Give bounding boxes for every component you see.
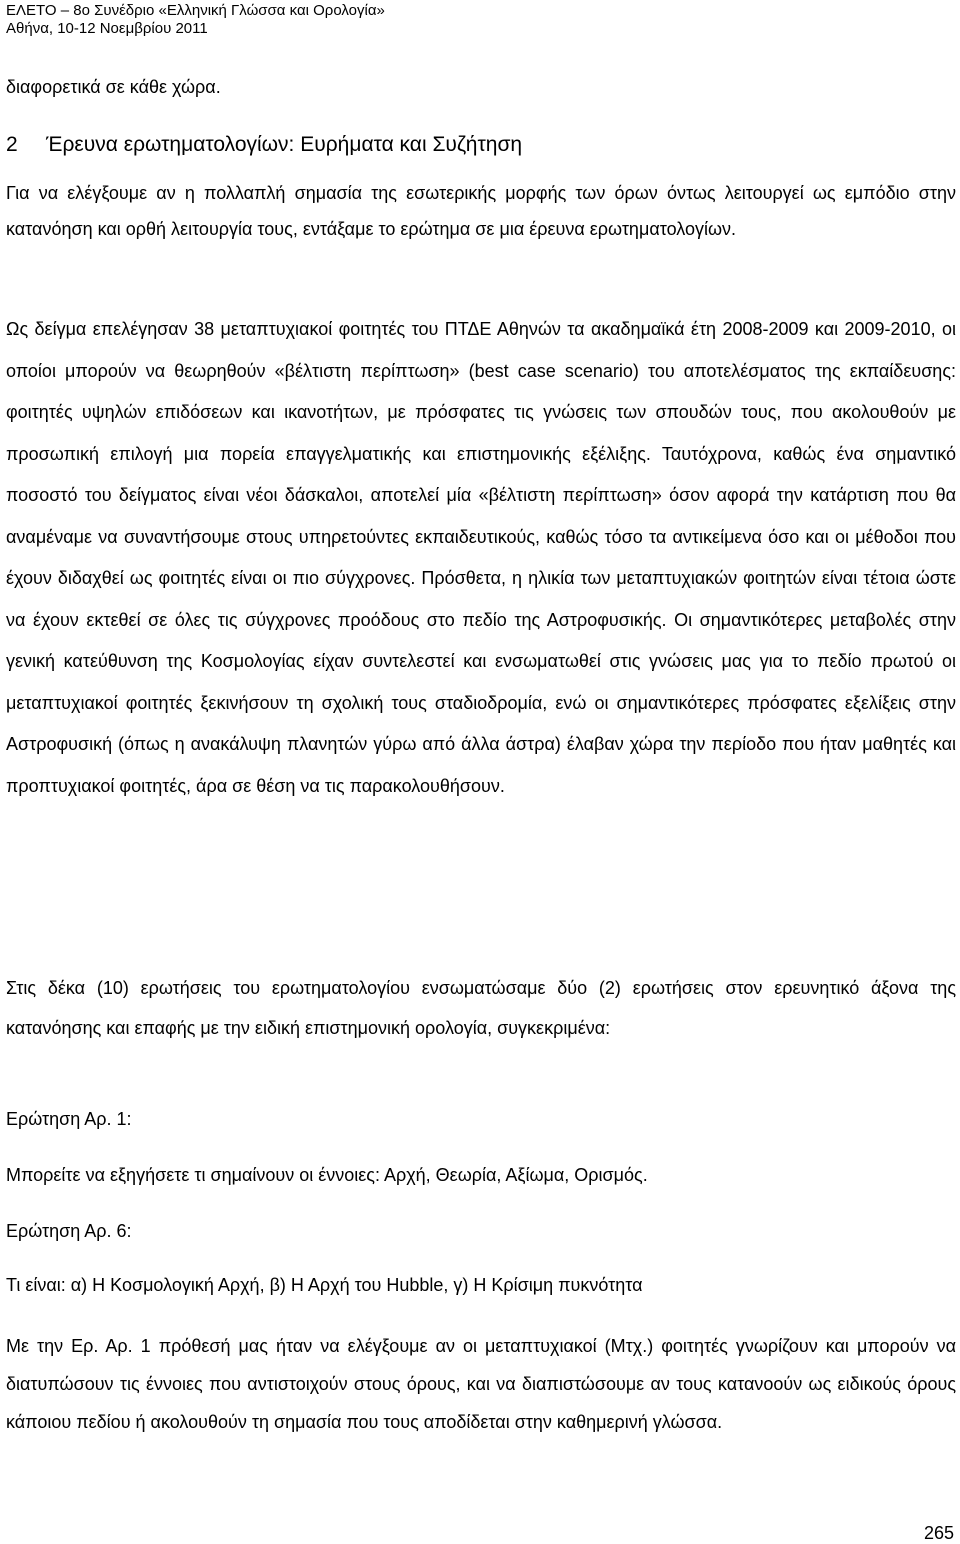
question-1-label: Ερώτηση Αρ. 1: xyxy=(6,1109,132,1129)
paragraph-sample: Ως δείγμα επελέγησαν 38 μεταπτυχιακοί φοιτητές του ΠΤΔΕ Αθηνών τα ακαδημαϊκά έτη 2008-2009 και 2009-2010, οι οποίοι μπορούν να θεωρηθούν «βέλτιστη περίπτωση» (best case scenario) του αποτελέσματος της εκπαίδευσης: φοιτητές υψηλών επιδόσεων και ικανοτήτων, με πρόσφατες τις γνώσεις των σπουδών τους, που ακολουθούν με προσωπική επιλογή μια πορεία επαγγελματικής και επιστημονικής εξέλιξης. Ταυτόχρονα, καθώς ένα σημαντικό ποσοστό του δείγματος είναι νέοι δάσκαλοι, αποτελεί μία «βέλτιστη περίπτωση» όσον αφορά την κατάρτιση που θα αναμέναμε να συναντήσουμε στους υπηρετούντες εκπαιδευτικούς, καθώς τόσο τα αντικείμενα όσο και οι μέθοδοι που έχουν διδαχθεί ως φοιτητές είναι οι πιο σύγχρονες. Πρόσθετα, η ηλικία των μεταπτυχιακών φοιτητών είναι τέτοια ώστε να έχουν εκτεθεί σε όλες τις σύγχρονες προόδους στο πεδίο της Αστροφυσικής. Οι σημαντικότερες μεταβολές στην γενική κατεύθυνση της Κοσμολογίας είχαν συντελεστεί και ενσωματωθεί στις γνώσεις μας για το πεδίο πρωτού οι μεταπτυχιακοί φοιτητές ξεκινήσουν τη σχολική τους σταδιοδρομία, ενώ οι σημαντικότερες πρόσφατες εξελίξεις στην Αστροφυσική (όπως η ανακάλυψη πλανητών γύρω από άλλα άστρα) έλαβαν χώρα την περίοδο που ήταν μαθητές και προπτυχιακοί φοιτητές, άρα σε θέση να τις παρακολουθήσουν. xyxy=(6,319,956,796)
question-6-label: Ερώτηση Αρ. 6: xyxy=(6,1221,132,1241)
running-header-date: Αθήνα, 10-12 Νοεμβρίου 2011 xyxy=(6,20,208,37)
paragraph-purpose: Με την Ερ. Αρ. 1 πρόθεσή μας ήταν να ελέγξουμε αν οι μεταπτυχιακοί (Μτχ.) φοιτητές γνωρίζουν και μπορούν να διατυπώσουν τις έννοιες που αντιστοιχούν στους όρους, και να διαπιστώσουμε αν τους κατανοούν ως ειδικούς όρους κάποιου πεδίου ή ακολουθούν τη σημασία που τους αποδίδεται στην καθημερινή γλώσσα. xyxy=(6,1336,956,1432)
paragraph-questions-intro: Στις δέκα (10) ερωτήσεις του ερωτηματολογίου ενσωματώσαμε δύο (2) ερωτήσεις στον ερευνητικό άξονα της κατανόησης και επαφής με την ειδική επιστημονική ορολογία, συγκεκριμένα: xyxy=(6,978,956,1038)
section-title: Έρευνα ερωτηματολογίων: Ευρήματα και Συζήτηση xyxy=(46,133,523,156)
paragraph-intro: Για να ελέγξουμε αν η πολλαπλή σημασία της εσωτερικής μορφής των όρων όντως λειτουργεί ως εμπόδιο στην κατανόηση και ορθή λειτουργία τους, εντάξαμε το ερώτημα σε μια έρευνα ερωτηματολογίων. xyxy=(6,183,956,239)
section-heading xyxy=(6,132,522,158)
section-number: 2 xyxy=(6,133,18,156)
page-number: 265 xyxy=(923,1523,954,1543)
question-1-text: Μπορείτε να εξηγήσετε τι σημαίνουν οι έννοιες: Αρχή, Θεωρία, Αξίωμα, Ορισμός. xyxy=(6,1165,648,1185)
carryover-text: διαφορετικά σε κάθε χώρα. xyxy=(6,77,221,97)
question-6-text: Τι είναι: α) Η Κοσμολογική Αρχή, β) Η Αρχή του Hubble, γ) Η Κρίσιμη πυκνότητα xyxy=(6,1275,643,1295)
running-header-title: ΕΛΕΤΟ – 8ο Συνέδριο «Ελληνική Γλώσσα και Ορολογία» xyxy=(6,2,385,19)
document-page xyxy=(6,0,956,1542)
